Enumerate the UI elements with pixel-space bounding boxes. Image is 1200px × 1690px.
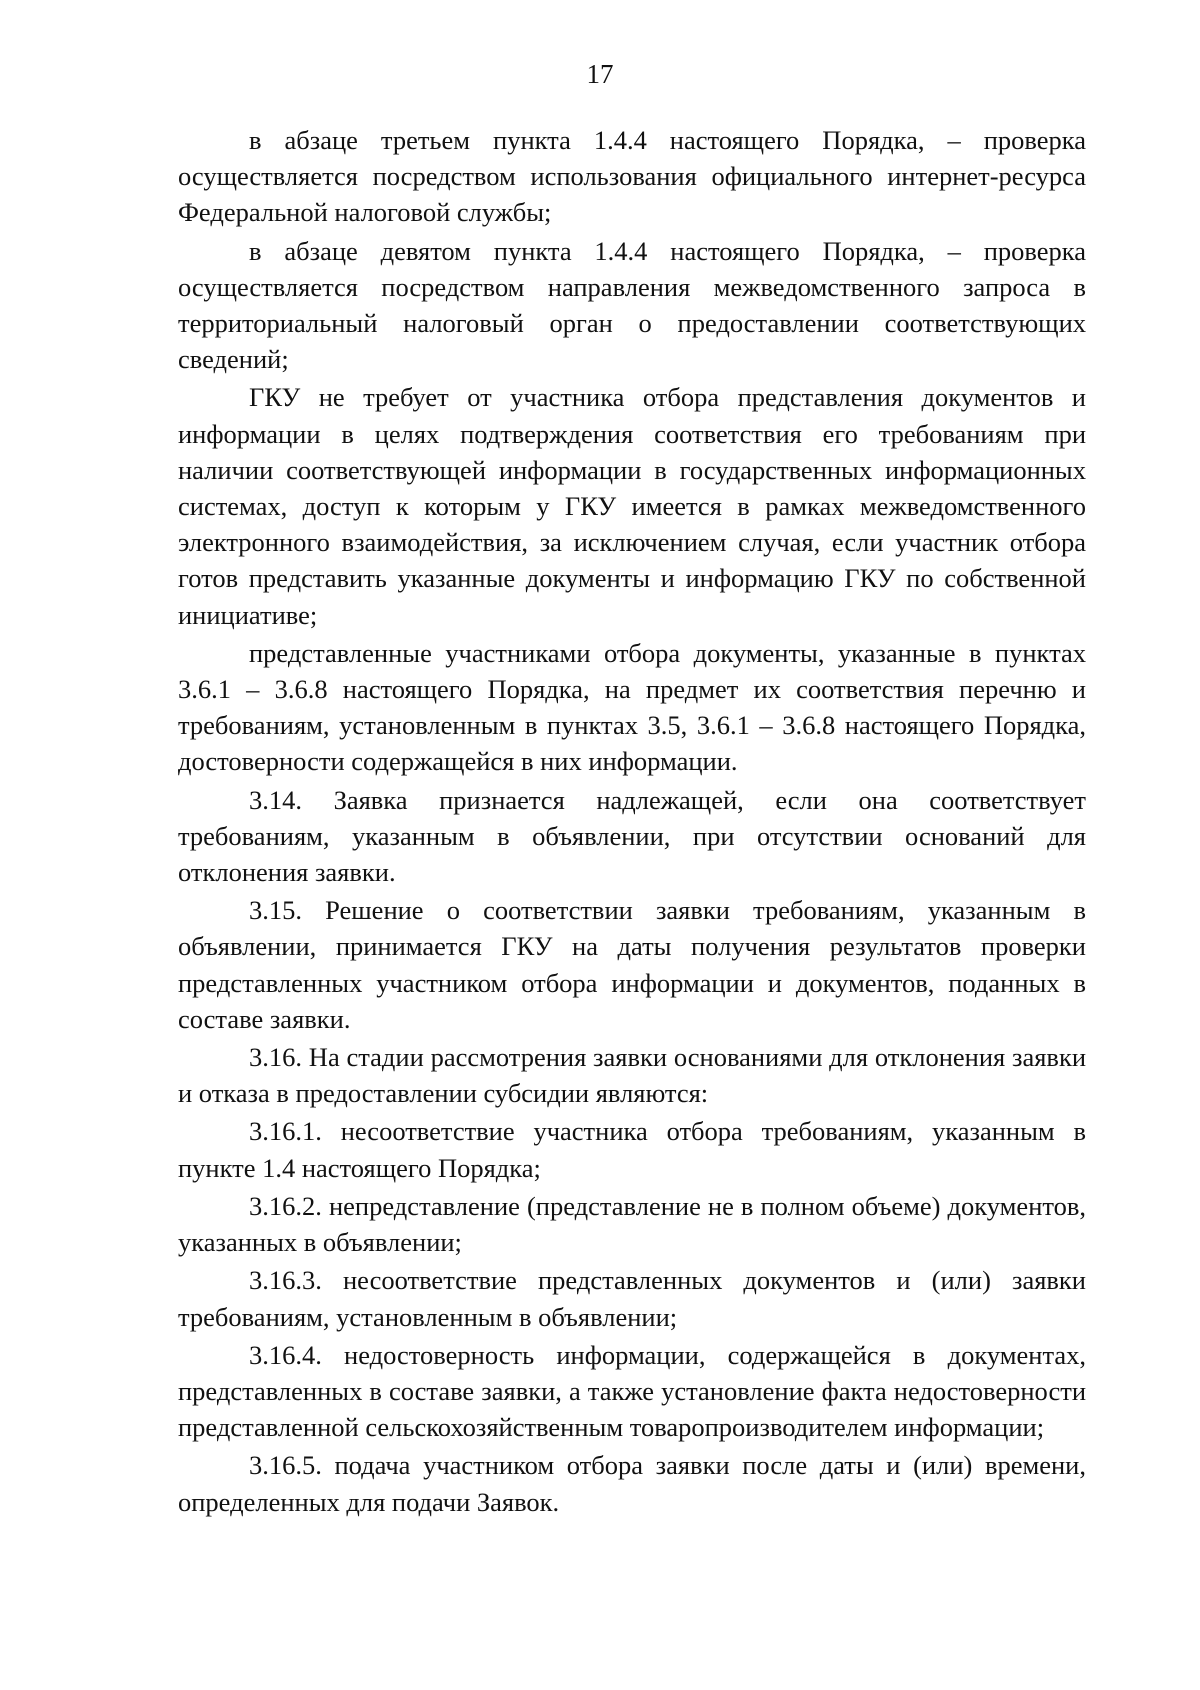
paragraph-3-16-2: 3.16.2. непредставление (представление не в полном объеме) документов, указанных в объявлении; xyxy=(178,1190,1086,1258)
paragraph-3-16-4: 3.16.4. недостоверность информации, содержащейся в документах, представленных в составе заявки, а также установление факта недостоверности представленной сельскохозяйственным товаропроизводителем информации; xyxy=(178,1339,1086,1443)
paragraph-3-15: 3.15. Решение о соответствии заявки требованиям, указанным в объявлении, принимается ГКУ на даты получения результатов проверки представленных участником отбора информации и документов, поданных в составе заявки. xyxy=(178,895,1086,1034)
document-body xyxy=(178,122,1086,1522)
paragraph-3-16-3: 3.16.3. несоответствие представленных документов и (или) заявки требованиям, установленным в объявлении; xyxy=(178,1265,1086,1332)
paragraph-gku-documents: ГКУ не требует от участника отбора представления документов и информации в целях подтверждения соответствия его требованиям при наличии соответствующей информации в государственных информационных системах, доступ к которым у ГКУ имеется в рамках межведомственного электронного взаимодействия, за исключением случая, если участник отбора готов представить указанные документы и информацию ГКУ по собственной инициативе; xyxy=(178,382,1086,630)
paragraph-3-16: 3.16. На стадии рассмотрения заявки основаниями для отклонения заявки и отказа в предоставлении субсидии являются: xyxy=(178,1042,1086,1109)
page-number: 17 xyxy=(586,59,614,89)
paragraph-submitted-documents: представленные участниками отбора документы, указанные в пунктах 3.6.1 – 3.6.8 настоящего Порядка, на предмет их соответствия перечню и требованиям, установленным в пунктах 3.5, 3.6.1 – 3.6.8 настоящего Порядка, достоверности содержащейся в них информации. xyxy=(178,637,1086,777)
paragraph-3-16-5: 3.16.5. подача участником отбора заявки после даты и (или) времени, определенных для подачи Заявок. xyxy=(178,1450,1086,1517)
paragraph-3-16-1: 3.16.1. несоответствие участника отбора требованиям, указанным в пункте 1.4 настоящего Порядка; xyxy=(178,1116,1086,1183)
paragraph-tax-service-check: в абзаце третьем пункта 1.4.4 настоящего Порядка, – проверка осуществляется посредством использования официального интернет-ресурса Федеральной налоговой службы; xyxy=(178,125,1086,228)
paragraph-3-14: 3.14. Заявка признается надлежащей, если она соответствует требованиям, указанным в объявлении, при отсутствии оснований для отклонения заявки. xyxy=(178,784,1086,888)
paragraph-interdepartmental-request: в абзаце девятом пункта 1.4.4 настоящего Порядка, – проверка осуществляется посредством направления межведомственного запроса в территориальный налоговый орган о предоставлении соответствующих сведений; xyxy=(178,235,1086,375)
